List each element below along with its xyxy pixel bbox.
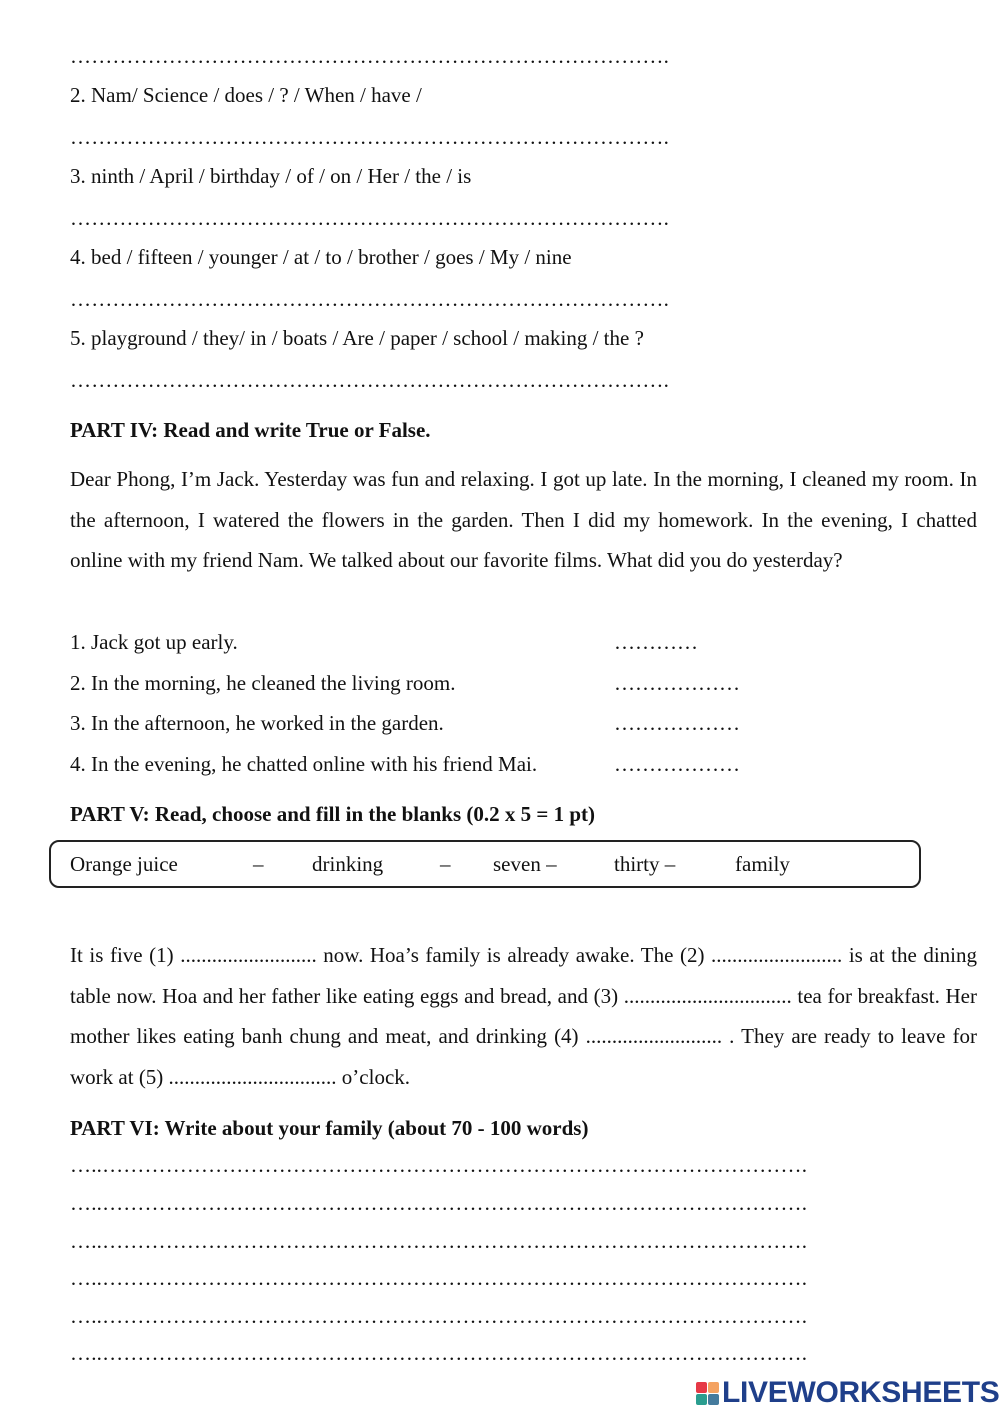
- statement-text: 1. Jack got up early.: [70, 630, 238, 654]
- statement-text: 3. In the afternoon, he worked in the garden.: [70, 711, 444, 735]
- writing-line[interactable]: …..……………………………………………………………………………………….: [70, 1341, 808, 1365]
- writing-line[interactable]: …..……………………………………………………………………………………….: [70, 1304, 808, 1328]
- logo-text: LIVEWORKSHEETS: [722, 1376, 1000, 1409]
- answer-line[interactable]: ………………………………………………………………………….: [70, 287, 670, 311]
- word-option: family: [735, 852, 790, 876]
- logo-square-icon: [696, 1382, 707, 1393]
- true-false-blank[interactable]: ………………: [614, 711, 740, 735]
- word-option: seven –: [493, 852, 557, 876]
- answer-line[interactable]: ………………………………………………………………………….: [70, 44, 670, 68]
- logo-square-icon: [708, 1394, 719, 1405]
- answer-line[interactable]: ………………………………………………………………………….: [70, 368, 670, 392]
- writing-line[interactable]: …..……………………………………………………………………………………….: [70, 1229, 808, 1253]
- liveworksheets-logo[interactable]: [696, 1376, 1000, 1410]
- true-false-blank[interactable]: ………………: [614, 752, 740, 776]
- writing-line[interactable]: …..……………………………………………………………………………………….: [70, 1191, 808, 1215]
- word-option: thirty –: [614, 852, 676, 876]
- statement-text: 2. In the morning, he cleaned the living room.: [70, 671, 456, 695]
- writing-line[interactable]: …..……………………………………………………………………………………….: [70, 1153, 808, 1177]
- logo-square-icon: [708, 1382, 719, 1393]
- logo-square-icon: [696, 1394, 707, 1405]
- ordering-item: 5. playground / they/ in / boats / Are / paper / school / making / the ?: [70, 326, 644, 350]
- ordering-item: 2. Nam/ Science / does / ? / When / have /: [70, 83, 422, 107]
- statement-text: 4. In the evening, he chatted online with his friend Mai.: [70, 752, 538, 776]
- writing-line[interactable]: …..……………………………………………………………………………………….: [70, 1266, 808, 1290]
- part5-heading: PART V: Read, choose and fill in the blanks (0.2 x 5 = 1 pt): [70, 802, 596, 826]
- part4-heading: PART IV: Read and write True or False.: [70, 418, 431, 442]
- answer-line[interactable]: ………………………………………………………………………….: [70, 125, 670, 149]
- word-separator: –: [440, 852, 451, 876]
- part6-heading: PART VI: Write about your family (about 70 - 100 words): [70, 1116, 589, 1140]
- part5-passage: It is five (1) .......................... now. Hoa’s family is already awake. The (2) ......................... is at the dining table now. Hoa and her father like eating eggs and bread, and (3) ................................ tea for breakfast. Her mother likes eating banh chung and meat, and drinking (4) .......................... . They are ready to leave for work at (5) ................................ o’clock.: [70, 943, 977, 1089]
- ordering-item: 3. ninth / April / birthday / of / on / Her / the / is: [70, 164, 472, 188]
- answer-line[interactable]: ………………………………………………………………………….: [70, 206, 670, 230]
- logo-mark-icon: [696, 1382, 719, 1405]
- word-option: Orange juice: [70, 852, 178, 876]
- part4-passage: Dear Phong, I’m Jack. Yesterday was fun and relaxing. I got up late. In the morning, I cleaned my room. In the afternoon, I watered the flowers in the garden. Then I did my homework. In the evening, I chatted online with my friend Nam. We talked about our favorite films. What did you do yesterday?: [70, 467, 977, 573]
- ordering-item: 4. bed / fifteen / younger / at / to / brother / goes / My / nine: [70, 245, 572, 269]
- true-false-blank[interactable]: …………: [614, 630, 698, 654]
- word-separator: –: [253, 852, 264, 876]
- word-option: drinking: [312, 852, 384, 876]
- word-box: [49, 840, 921, 888]
- true-false-blank[interactable]: ………………: [614, 671, 740, 695]
